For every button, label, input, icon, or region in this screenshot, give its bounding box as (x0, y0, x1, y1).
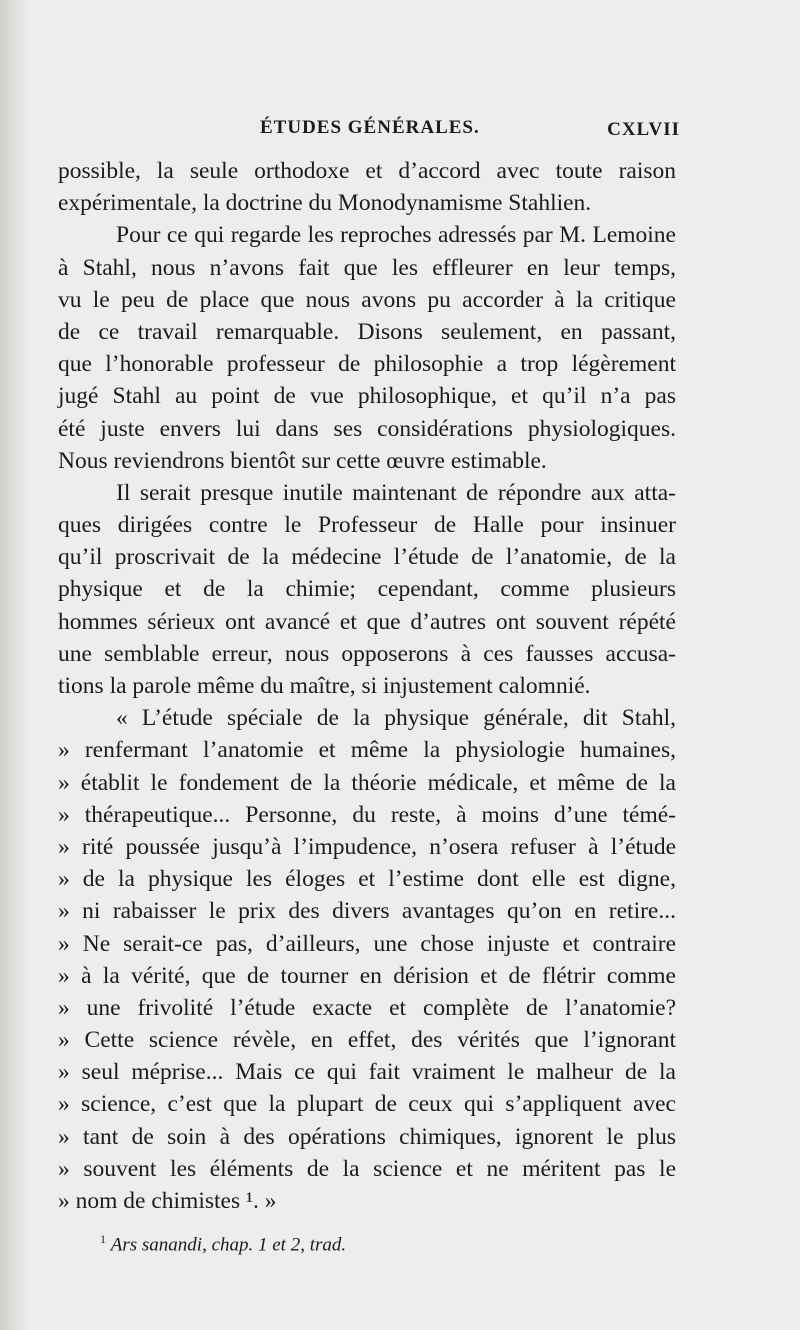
text-line: Nous reviendrons bientôt sur cette œuvre estimable. (58, 447, 547, 474)
text-line: que l’honorable professeur de philosophie a trop légèrement (58, 351, 676, 378)
footnote-text: Ars sanandi, chap. 1 et 2, trad. (110, 1234, 347, 1256)
text-line: qu’il proscrivait de la médecine l’étude de l’anatomie, de la (58, 544, 676, 571)
running-title: ÉTUDES GÉNÉRALES. (260, 117, 480, 138)
text-line: » thérapeutique... Personne, du reste, à moins d’une témé- (58, 801, 676, 828)
text-line: » science, c’est que la plupart de ceux qui s’appliquent avec (58, 1091, 676, 1118)
text-line: » Cette science révèle, en effet, des vérités que l’ignorant (58, 1027, 676, 1054)
text-line: vu le peu de place que nous avons pu accorder à la critique (58, 286, 676, 313)
page-gutter-shadow (0, 0, 28, 1330)
text-line: » ni rabaisser le prix des divers avantages qu’on en retire... (58, 898, 676, 925)
text-line: » Ne serait-ce pas, d’ailleurs, une chose injuste et contraire (58, 930, 676, 957)
text-line: hommes sérieux ont avancé et que d’autres ont souvent répété (58, 608, 676, 635)
page-number: CXLVII (607, 119, 680, 140)
text-line: » seul méprise... Mais ce qui fait vraiment le malheur de la (58, 1059, 676, 1086)
text-line: de ce travail remarquable. Disons seulement, en passant, (58, 318, 676, 345)
text-line: » de la physique les éloges et l’estime dont elle est digne, (58, 866, 676, 893)
text-line: « L’étude spéciale de la physique générale, dit Stahl, (116, 705, 676, 732)
page-header (60, 113, 680, 149)
text-line: » à la vérité, que de tourner en dérision et de flétrir comme (58, 962, 676, 989)
text-line: » établit le fondement de la théorie médicale, et même de la (58, 769, 676, 796)
text-line: physique et de la chimie; cependant, comme plusieurs (58, 576, 676, 603)
text-line: ques dirigées contre le Professeur de Halle pour insinuer (58, 512, 676, 539)
text-line: Pour ce qui regarde les reproches adressés par M. Lemoine (116, 222, 676, 249)
text-line: » nom de chimistes ¹. » (58, 1188, 277, 1214)
text-line: » une frivolité l’étude exacte et complète de l’anatomie? (58, 994, 676, 1021)
text-line: » renfermant l’anatomie et même la physiologie humaines, (58, 737, 676, 764)
footnote (100, 1232, 346, 1256)
text-line: » tant de soin à des opérations chimiques, ignorent le plus (58, 1123, 676, 1150)
footnote-marker: 1 (100, 1232, 106, 1246)
text-line: Il serait presque inutile maintenant de répondre aux atta- (116, 479, 676, 506)
text-line: une semblable erreur, nous opposerons à ces fausses accusa- (58, 640, 676, 667)
text-line: tions la parole même du maître, si injustement calomnié. (58, 673, 591, 699)
body-text (58, 155, 676, 1217)
text-line: à Stahl, nous n’avons fait que les effleurer en leur temps, (58, 254, 676, 281)
text-line: expérimentale, la doctrine du Monodynamisme Stahlien. (58, 190, 592, 217)
text-line: » rité poussée jusqu’à l’impudence, n’osera refuser à l’étude (58, 833, 676, 860)
text-line: jugé Stahl au point de vue philosophique, et qu’il n’a pas (58, 383, 676, 410)
text-line: été juste envers lui dans ses considérations physiologiques. (58, 415, 676, 442)
text-line: » souvent les éléments de la science et ne méritent pas le (58, 1155, 676, 1182)
text-line: possible, la seule orthodoxe et d’accord avec toute raison (58, 158, 676, 184)
